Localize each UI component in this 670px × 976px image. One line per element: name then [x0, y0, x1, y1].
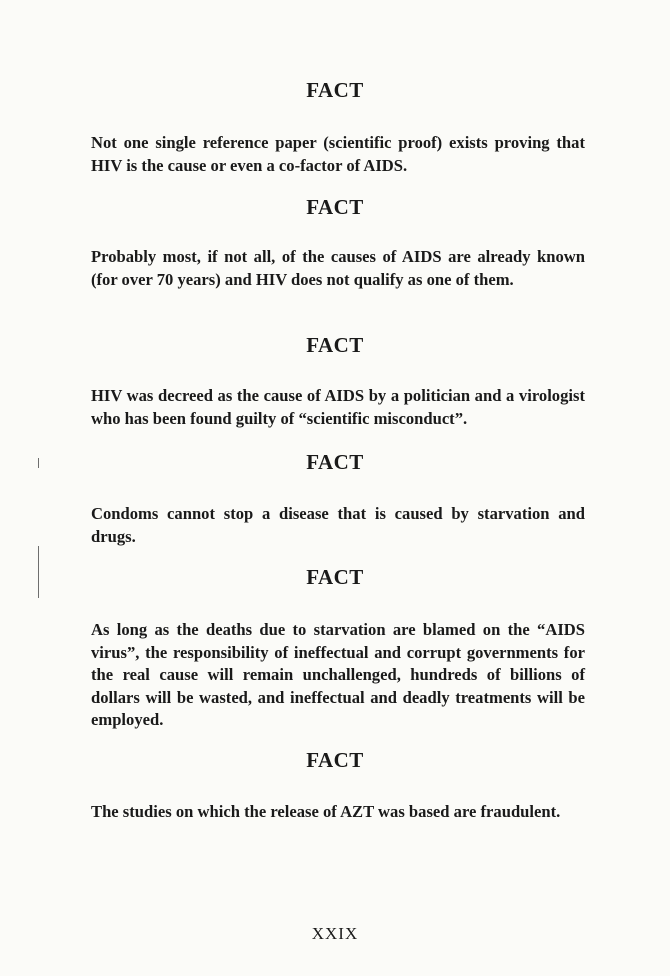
fact-paragraph: As long as the deaths due to starvation are blamed on the “AIDS virus”, the responsibility of ineffectual and corrupt governments for the real cause will remain unchallenged, hundreds of billions of dollars will be wasted, and ineffectual and deadly treatments will be employed.: [91, 620, 585, 730]
fact-heading: FACT: [306, 565, 364, 589]
fact-paragraph: Not one single reference paper (scientific proof) exists proving that HIV is the cause or even a co-factor of AIDS.: [91, 133, 585, 175]
fact-heading: FACT: [306, 748, 364, 772]
fact-heading: FACT: [306, 450, 364, 474]
fact-paragraph: The studies on which the release of AZT was based are fraudulent.: [91, 802, 561, 821]
page-number: XXIX: [311, 924, 359, 943]
fact-heading: FACT: [306, 78, 364, 102]
fact-paragraph: Probably most, if not all, of the causes of AIDS are already known (for over 70 years) and HIV does not qualify as one of them.: [91, 247, 585, 289]
fact-paragraph: HIV was decreed as the cause of AIDS by a politician and a virologist who has been found guilty of “scientific misconduct”.: [91, 386, 585, 428]
fact-paragraph: Condoms cannot stop a disease that is caused by starvation and drugs.: [91, 504, 585, 546]
fact-heading: FACT: [306, 333, 364, 357]
fact-heading: FACT: [306, 195, 364, 219]
